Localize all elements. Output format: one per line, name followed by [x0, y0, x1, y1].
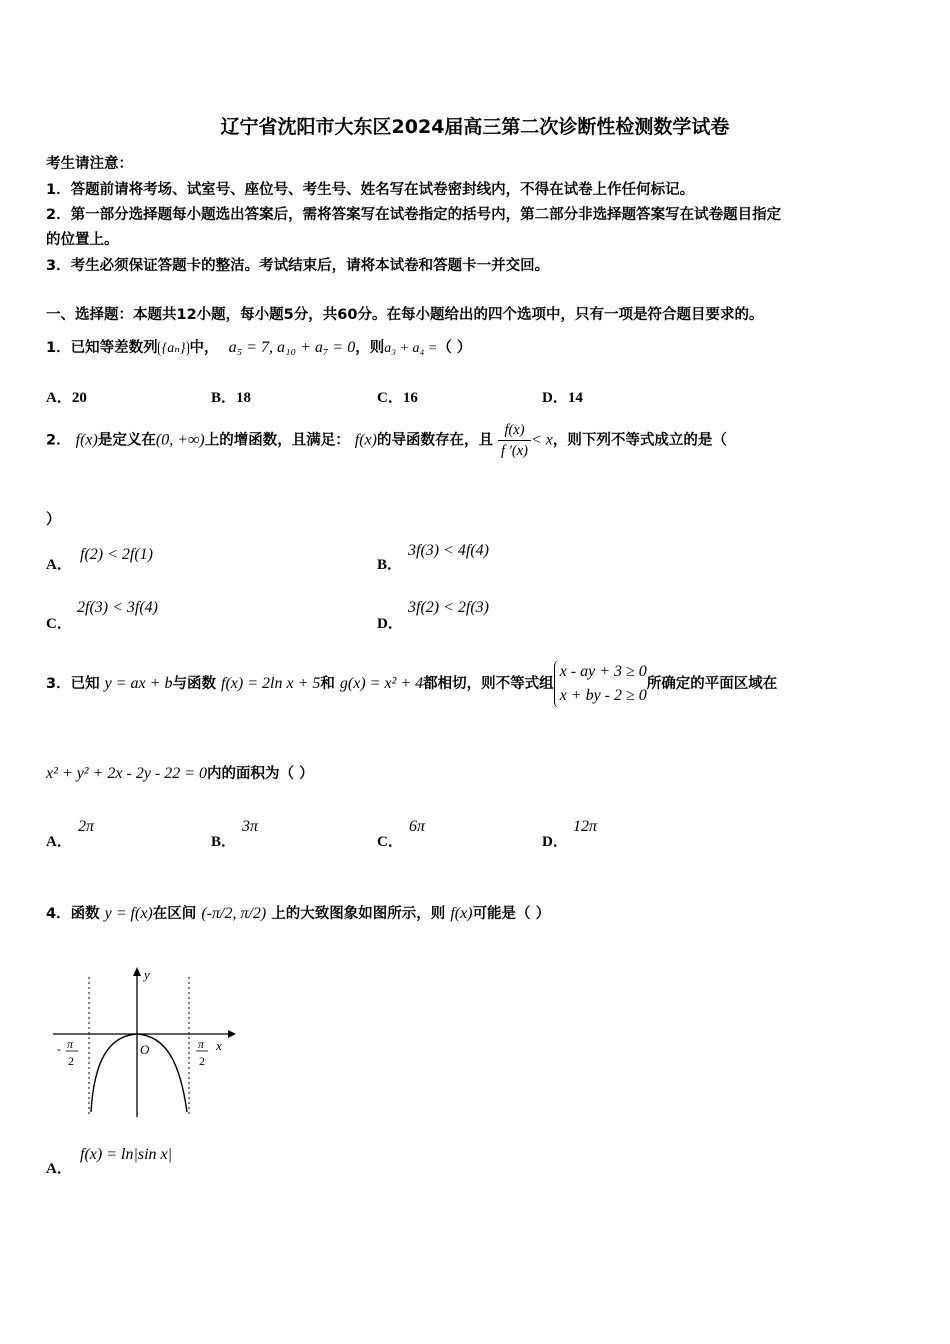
q2-text-3: 的导函数存在，且 — [376, 432, 493, 449]
q2-fraction — [498, 420, 531, 461]
question-4 — [46, 902, 550, 923]
q3-option-c: 6π — [409, 818, 426, 835]
q3-option-b: 3π — [242, 818, 259, 835]
q1-expr: a₃ + a₄ = — [384, 341, 438, 356]
q3-text-3: 都相切，则不等式组 — [423, 676, 554, 692]
q2-domain: (0, +∞) — [155, 431, 205, 449]
graph-right-num: π — [198, 1037, 205, 1051]
section-heading: 一、选择题：本题共12小题，每小题5分，共60分。在每小题给出的四个选项中，只有一项是符合题目要求的。 — [46, 307, 764, 323]
q2-lt: < x — [530, 431, 553, 449]
q1-then: ，则 — [355, 340, 385, 356]
graph-right-den: 2 — [199, 1054, 205, 1068]
q2-option-c: 2f(3) < 3f(4) — [77, 599, 158, 616]
q3-option-d-label: D． — [542, 834, 568, 850]
q2-option-b: 3f(3) < 4f(4) — [408, 542, 489, 559]
q1-seq: {aₙ} — [158, 341, 190, 356]
function-curve — [91, 1034, 187, 1112]
q3-option-b-label: B． — [211, 834, 237, 850]
graph-origin: O — [140, 1042, 150, 1057]
q1-option-c: C．16 — [377, 390, 418, 406]
q4-option-a-label: A． — [46, 1161, 72, 1177]
graph-left-den: 2 — [68, 1054, 74, 1068]
q1-option-d: D．14 — [542, 390, 583, 406]
x-axis-arrow-icon — [228, 1030, 236, 1038]
y-axis-arrow-icon — [133, 967, 141, 976]
q3-sys-1: x - ay + 3 ≥ 0 — [559, 663, 647, 680]
q2-num: 2． — [46, 432, 71, 449]
q3-g: g(x) = x² + 4 — [339, 675, 424, 692]
q2-option-d: 3f(2) < 2f(3) — [408, 599, 489, 616]
q2-frac-den: f ′(x) — [501, 443, 528, 459]
q4-fx: f(x) — [450, 905, 473, 922]
q3-text-4: 所确定的平面区域在 — [646, 676, 778, 692]
q3-line-2 — [46, 762, 314, 783]
q4-graph — [48, 962, 238, 1127]
graph-left-minus: - — [57, 1042, 61, 1056]
notice-item-3: 3．考生必须保证答题卡的整洁。考试结束后，请将本试卷和答题卡一并交回。 — [46, 258, 550, 274]
q4-text-1: 在区间 — [152, 906, 197, 922]
q2-close: ） — [46, 512, 61, 528]
question-1 — [46, 336, 471, 357]
q1-option-a: A．20 — [46, 390, 87, 406]
q2-option-d-label: D． — [377, 616, 403, 632]
q3-f: f(x) = 2ln x + 5 — [221, 675, 321, 692]
q1-option-b: B．18 — [211, 390, 252, 406]
q3-option-a: 2π — [78, 818, 95, 835]
q2-text-4: ，则下列不等式成立的是（ — [552, 432, 727, 449]
q3-num: 3．已知 — [46, 676, 100, 692]
q2-text-2: 上的增函数，且满足： — [204, 432, 350, 449]
question-2 — [46, 420, 727, 461]
q3-text-2: 和 — [320, 676, 335, 692]
q2-option-a-label: A． — [46, 557, 72, 573]
q4-text-3: 可能是（ ） — [472, 906, 551, 922]
notice-item-1: 1．答题前请将考场、试室号、座位号、考生号、姓名写在试卷密封线内，不得在试卷上作任何标记。 — [46, 182, 695, 198]
q4-y: y = f(x) — [104, 905, 153, 922]
q3-text-5: 内的面积为（ ） — [207, 766, 314, 782]
q3-sys-2: x + by - 2 ≥ 0 — [559, 687, 647, 704]
notice-item-2: 2．第一部分选择题每小题选出答案后，需将答案写在试卷指定的括号内，第二部分非选择题答案写在试卷题目指定 — [46, 207, 782, 223]
q3-option-c-label: C． — [377, 834, 403, 850]
q2-fx: f(x) — [75, 431, 98, 449]
q4-num: 4．函数 — [46, 906, 100, 922]
question-3 — [46, 660, 777, 708]
q2-option-c-label: C． — [46, 616, 72, 632]
q4-text-2: 上的大致图象如图所示，则 — [271, 906, 446, 922]
q4-interval: (-π/2, π/2) — [201, 905, 267, 922]
q3-option-d: 12π — [573, 818, 598, 835]
q2-option-a: f(2) < 2f(1) — [80, 546, 153, 563]
q1-paren: （ ） — [437, 340, 472, 356]
q2-text-1: 是定义在 — [97, 432, 156, 449]
graph-y-label: y — [144, 967, 150, 982]
q3-circle: x² + y² + 2x - 2y - 22 = 0 — [46, 765, 208, 782]
q2-option-b-label: B． — [377, 557, 403, 573]
notice-item-2-cont: 的位置上。 — [46, 232, 119, 248]
graph-left-num: π — [67, 1037, 74, 1051]
q4-option-a: f(x) = ln|sin x| — [80, 1146, 173, 1163]
q1-prefix: 1．已知等差数列 — [46, 340, 158, 356]
q3-line: y = ax + b — [104, 675, 173, 692]
q3-option-a-label: A． — [46, 834, 72, 850]
q3-system — [554, 660, 647, 708]
page-title: 辽宁省沈阳市大东区2024届高三第二次诊断性检测数学试卷 — [220, 116, 730, 138]
q1-mid: 中， — [189, 340, 219, 356]
q2-frac-num: f(x) — [498, 420, 531, 441]
graph-x-label: x — [216, 1038, 222, 1053]
notice-heading: 考生请注意： — [46, 156, 133, 172]
q3-text-1: 与函数 — [172, 676, 216, 692]
q2-fx2: f(x) — [354, 431, 377, 449]
q1-cond: a₅ = 7, a₁₀ + a₇ = 0 — [228, 339, 356, 356]
